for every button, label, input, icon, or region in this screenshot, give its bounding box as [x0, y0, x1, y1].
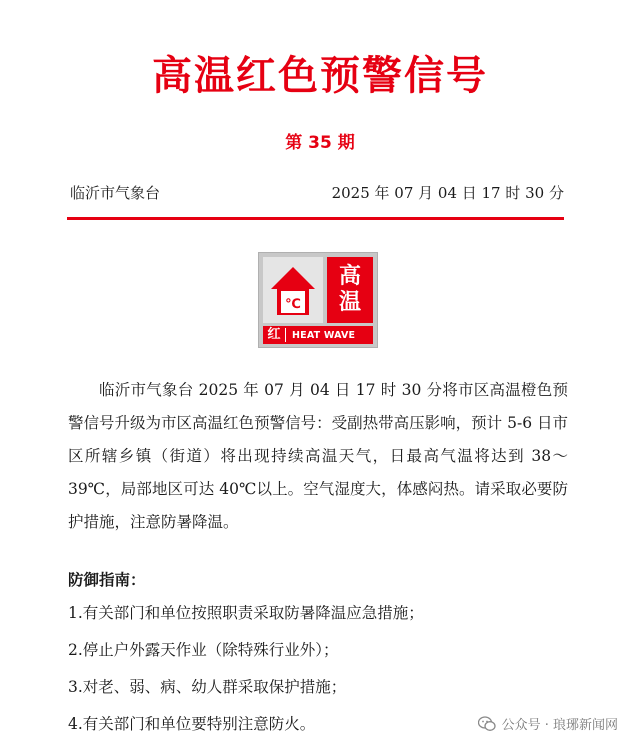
thermometer-house-icon	[269, 263, 317, 319]
badge-char-top: 高	[338, 264, 361, 289]
wechat-icon	[478, 716, 496, 732]
issued-time: 2025 年 07 月 04 日 17 时 30 分	[331, 184, 564, 202]
issue-number: 第 35 期	[285, 133, 355, 153]
watermark-text: 公众号 · 琅琊新闻网	[501, 718, 618, 733]
guide-list	[68, 598, 424, 746]
badge-text-panel	[327, 257, 373, 323]
wechat-watermark	[474, 712, 622, 735]
guide-item: 2.停止户外露天作业（除特殊行业外）；	[68, 641, 339, 659]
page-title: 高温红色预警信号	[152, 53, 488, 99]
badge-footer	[263, 326, 373, 344]
heat-wave-red-badge	[258, 252, 378, 348]
badge-char-bottom: 温	[338, 290, 361, 315]
badge-icon-panel	[263, 257, 323, 323]
badge-english: HEAT WAVE	[292, 329, 356, 341]
warning-paragraph: 临沂市气象台 2025 年 07 月 04 日 17 时 30 分将市区高温橙色预警信号升级为市区高温红色预警信号：受副热带高压影响，预计 5-6 日市区所辖乡镇（街道）将出现持续高温天气，日最高气温将达到 38～39℃，局部地区可达 40℃以上。空气湿度大，体感闷热。请采取必要防护措施，注意防暑降温。	[68, 381, 568, 531]
guide-item: 4.有关部门和单位要特别注意防火。	[68, 715, 316, 733]
guide-item: 1.有关部门和单位按照职责采取防暑降温应急措施；	[68, 604, 424, 622]
header-divider	[67, 217, 564, 220]
temp-symbol: ℃	[285, 297, 301, 312]
badge-level: 红	[263, 328, 286, 342]
guide-item: 3.对老、弱、病、幼人群采取保护措施；	[68, 678, 347, 696]
guide-title: 防御指南：	[68, 570, 146, 589]
issuer-name: 临沂市气象台	[70, 184, 161, 202]
